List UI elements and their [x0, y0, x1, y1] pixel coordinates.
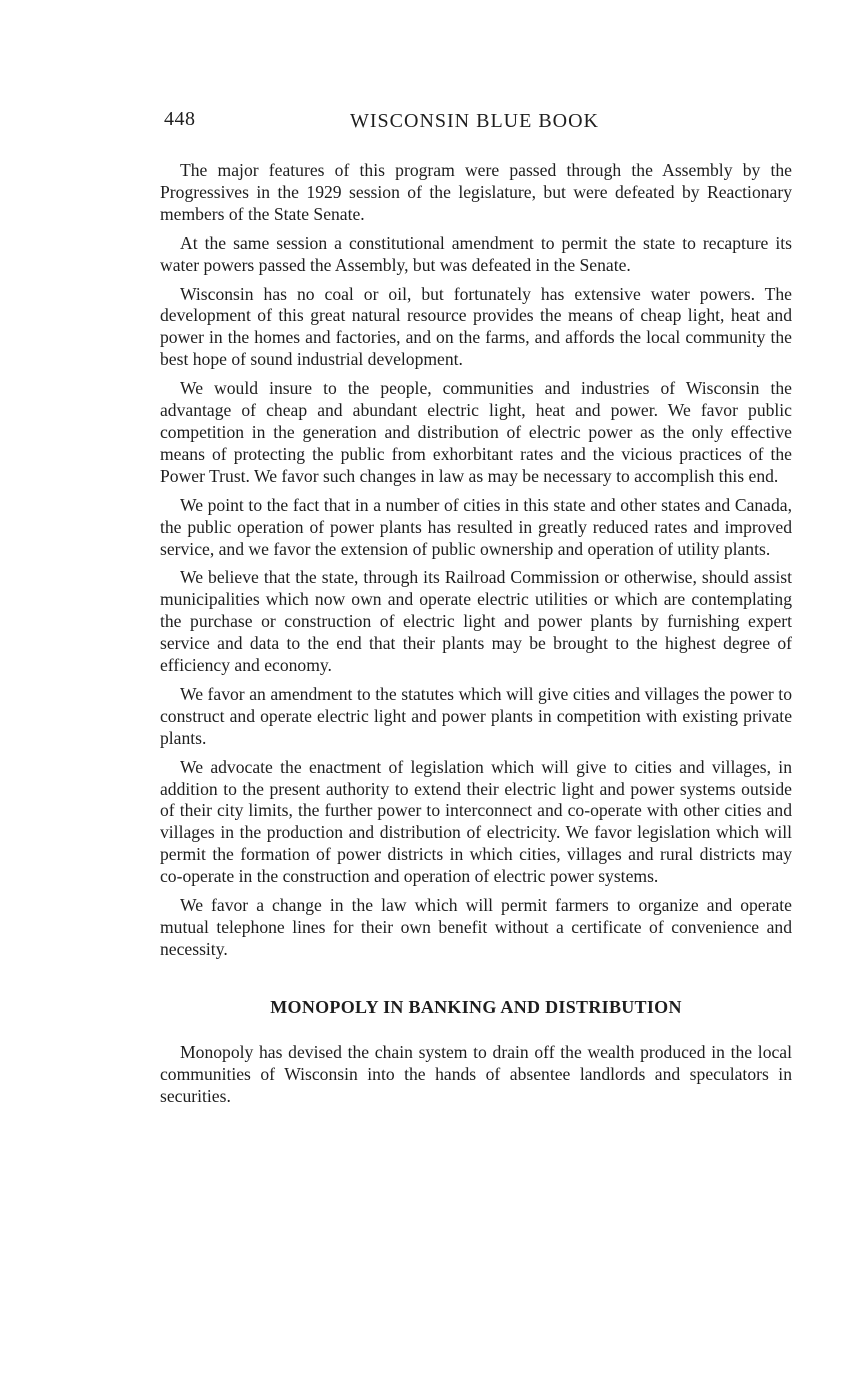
- page-number: 448: [164, 108, 196, 130]
- paragraph-telephone-lines: We favor a change in the law which will permit farmers to organize and operate mutual telephone lines for their own benefit without a certificate of convenience and necessity.: [160, 895, 792, 959]
- paragraph-public-operation: We point to the fact that in a number of cities in this state and other states and Canada, the public operation of power plants has resulted in greatly reduced rates and improved service, and we favor the extension of public ownership and operation of utility plants.: [160, 494, 792, 559]
- paragraph-railroad-commission: We believe that the state, through its Railroad Commission or otherwise, should assist municipalities which now own and operate electric utilities or which are contemplating the purchase or construction of electric light and power plants by furnishing expert service and data to the end that their plants may be brought to the highest degree of efficiency and economy.: [160, 567, 792, 676]
- paragraph-monopoly-chain-system: Monopoly has devised the chain system to drain off the wealth produced in the local communities of Wisconsin into the hands of absentee landlords and speculators in securities.: [160, 1041, 792, 1106]
- book-title: WISCONSIN BLUE BOOK: [350, 110, 599, 132]
- section-heading: MONOPOLY IN BANKING AND DISTRIBUTION: [270, 996, 682, 1017]
- paragraph-constitutional-amendment: At the same session a constitutional amendment to permit the state to recapture its water powers passed the Assembly, but was defeated in the Senate.: [160, 232, 792, 275]
- paragraph-cheap-power: We would insure to the people, communities and industries of Wisconsin the advantage of cheap and abundant electric light, heat and power. We favor public competition in the generation and distribution of electric power as the only effective means of protecting the public from exhorbitant rates and the vicious practices of the Power Trust. We favor such changes in law as may be necessary to accomplish this end.: [160, 378, 792, 486]
- paragraph-interconnect-legislation: We advocate the enactment of legislation which will give to cities and villages, in addition to the present authority to extend their electric light and power systems outside of their city limits, the further power to interconnect and co-operate with other cities and villages in the production and distribution of electricity. We favor legislation which will permit the formation of power districts in which cities, villages and rural districts may co-operate in the construction and operation of electric power systems.: [160, 756, 792, 887]
- paragraph-program-features: The major features of this program were passed through the Assembly by the Progressives in the 1929 session of the legislature, but were defeated by Reactionary members of the State Senate.: [160, 160, 792, 224]
- document-page: [160, 108, 792, 1115]
- paragraph-statute-amendment: We favor an amendment to the statutes which will give cities and villages the power to construct and operate electric light and power plants in competition with existing private plants.: [160, 683, 792, 748]
- body-text: [160, 160, 792, 961]
- running-header: [160, 108, 792, 138]
- paragraph-water-powers: Wisconsin has no coal or oil, but fortunately has extensive water powers. The development of this great natural resource provides the means of cheap light, heat and power in the homes and factories, and on the farms, and affords the local community the best hope of sound industrial development.: [160, 283, 792, 370]
